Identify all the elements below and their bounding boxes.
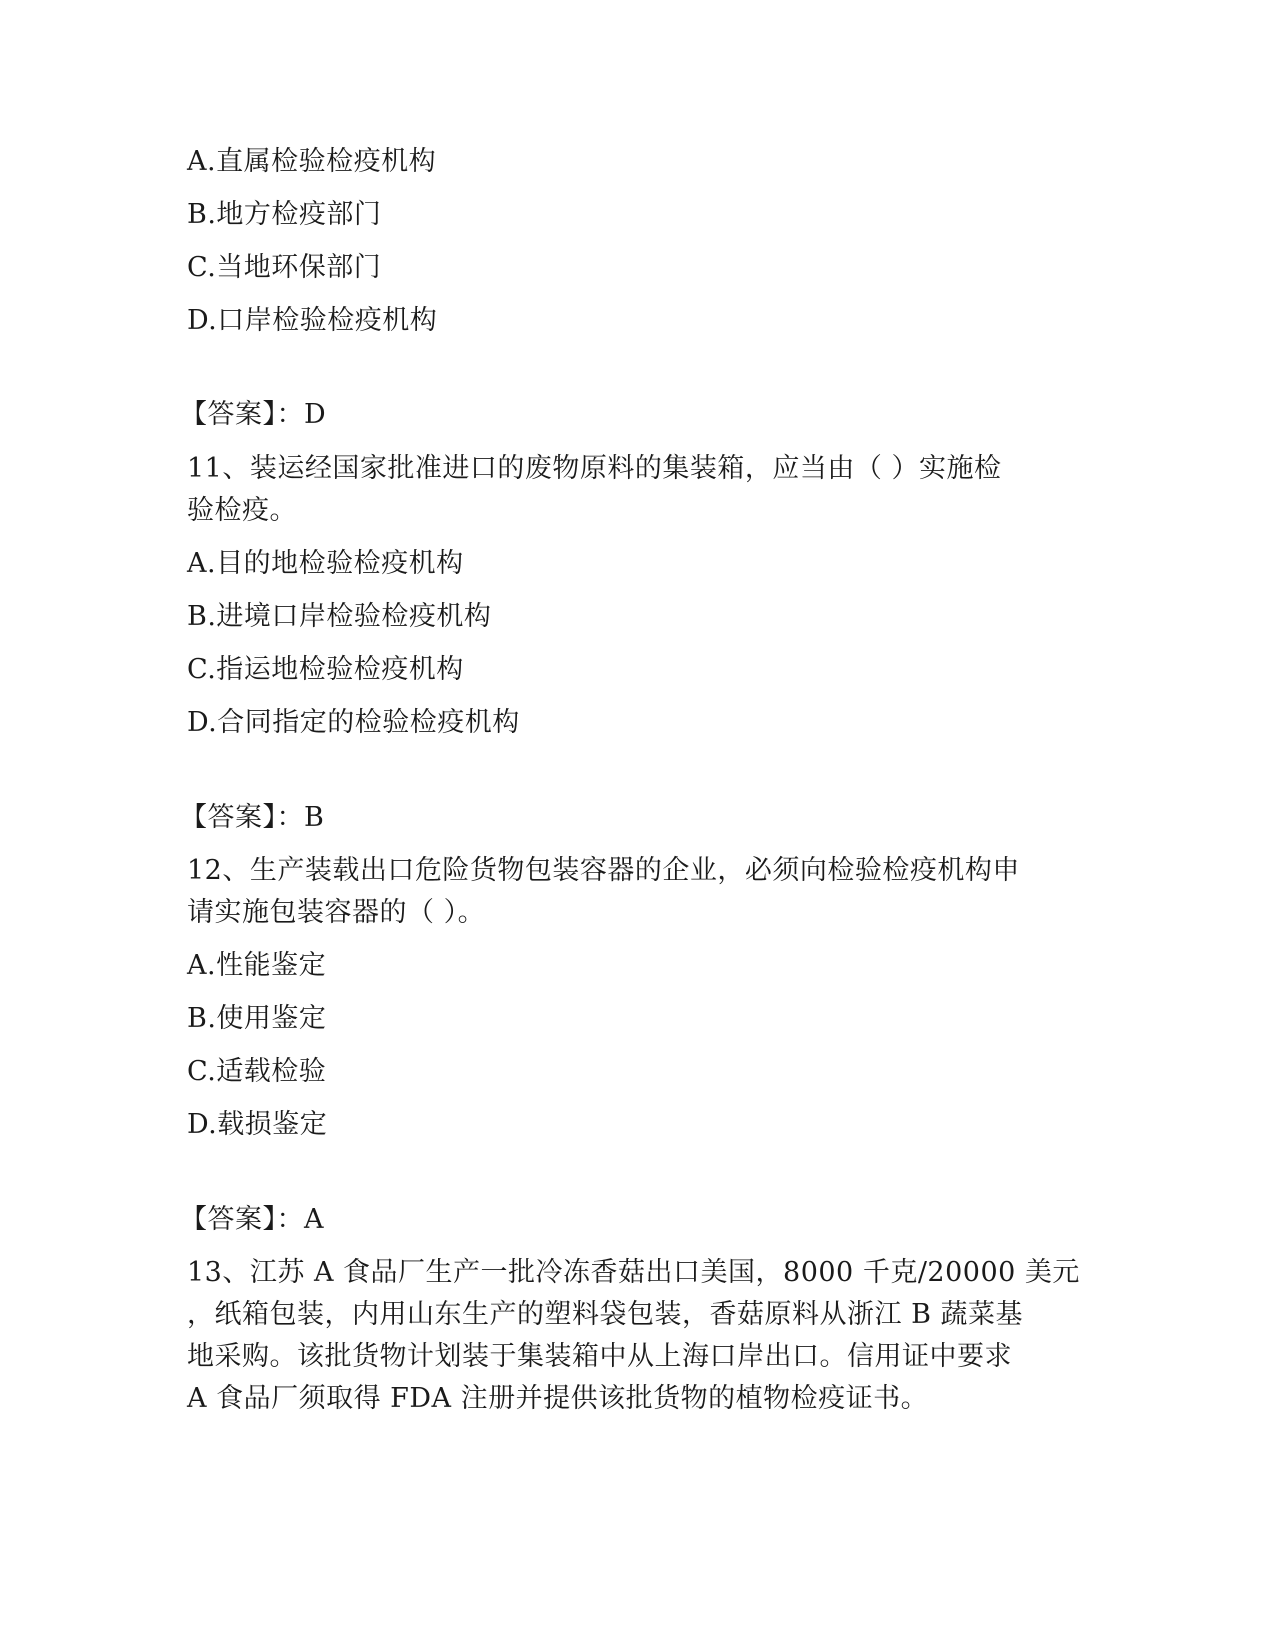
q10-answer: 【答案】：D xyxy=(180,399,327,430)
q13-question-line-3: 地采购。该批货物计划装于集装箱中从上海口岸出口。信用证中要求 xyxy=(187,1341,1012,1372)
q13-question-line-2: ，纸箱包装，内用山东生产的塑料袋包装，香菇原料从浙江 B 蔬菜基 xyxy=(187,1299,1024,1330)
q11-option-b: B.进境口岸检验检疫机构 xyxy=(187,601,492,632)
q11-question-line-2: 验检疫。 xyxy=(187,495,297,526)
q11-option-d: D.合同指定的检验检疫机构 xyxy=(187,707,520,738)
q11-answer: 【答案】：B xyxy=(180,802,325,833)
q12-question-line-2: 请实施包装容器的（ ）。 xyxy=(187,897,486,928)
q11-option-a: A.目的地检验检疫机构 xyxy=(187,548,464,579)
q12-option-b: B.使用鉴定 xyxy=(187,1003,327,1034)
q12-question-line-1: 12、生产装载出口危险货物包装容器的企业，必须向检验检疫机构申 xyxy=(187,855,1020,886)
q11-option-c: C.指运地检验检疫机构 xyxy=(187,654,464,685)
q10-option-a: A.直属检验检疫机构 xyxy=(187,146,437,177)
q12-option-a: A.性能鉴定 xyxy=(187,950,327,981)
q11-question-line-1: 11、装运经国家批准进口的废物原料的集装箱，应当由（ ）实施检 xyxy=(187,453,1002,484)
q13-question-line-4: A 食品厂须取得 FDA 注册并提供该批货物的植物检疫证书。 xyxy=(187,1383,929,1414)
q12-option-d: D.载损鉴定 xyxy=(187,1109,328,1140)
q12-option-c: C.适载检验 xyxy=(187,1056,327,1087)
q13-question-line-1: 13、江苏 A 食品厂生产一批冷冻香菇出口美国，8000 千克/20000 美元 xyxy=(187,1257,1080,1288)
q12-answer: 【答案】：A xyxy=(180,1204,324,1235)
q10-option-b: B.地方检疫部门 xyxy=(187,199,382,230)
q10-option-c: C.当地环保部门 xyxy=(187,252,382,283)
q10-option-d: D.口岸检验检疫机构 xyxy=(187,305,438,336)
